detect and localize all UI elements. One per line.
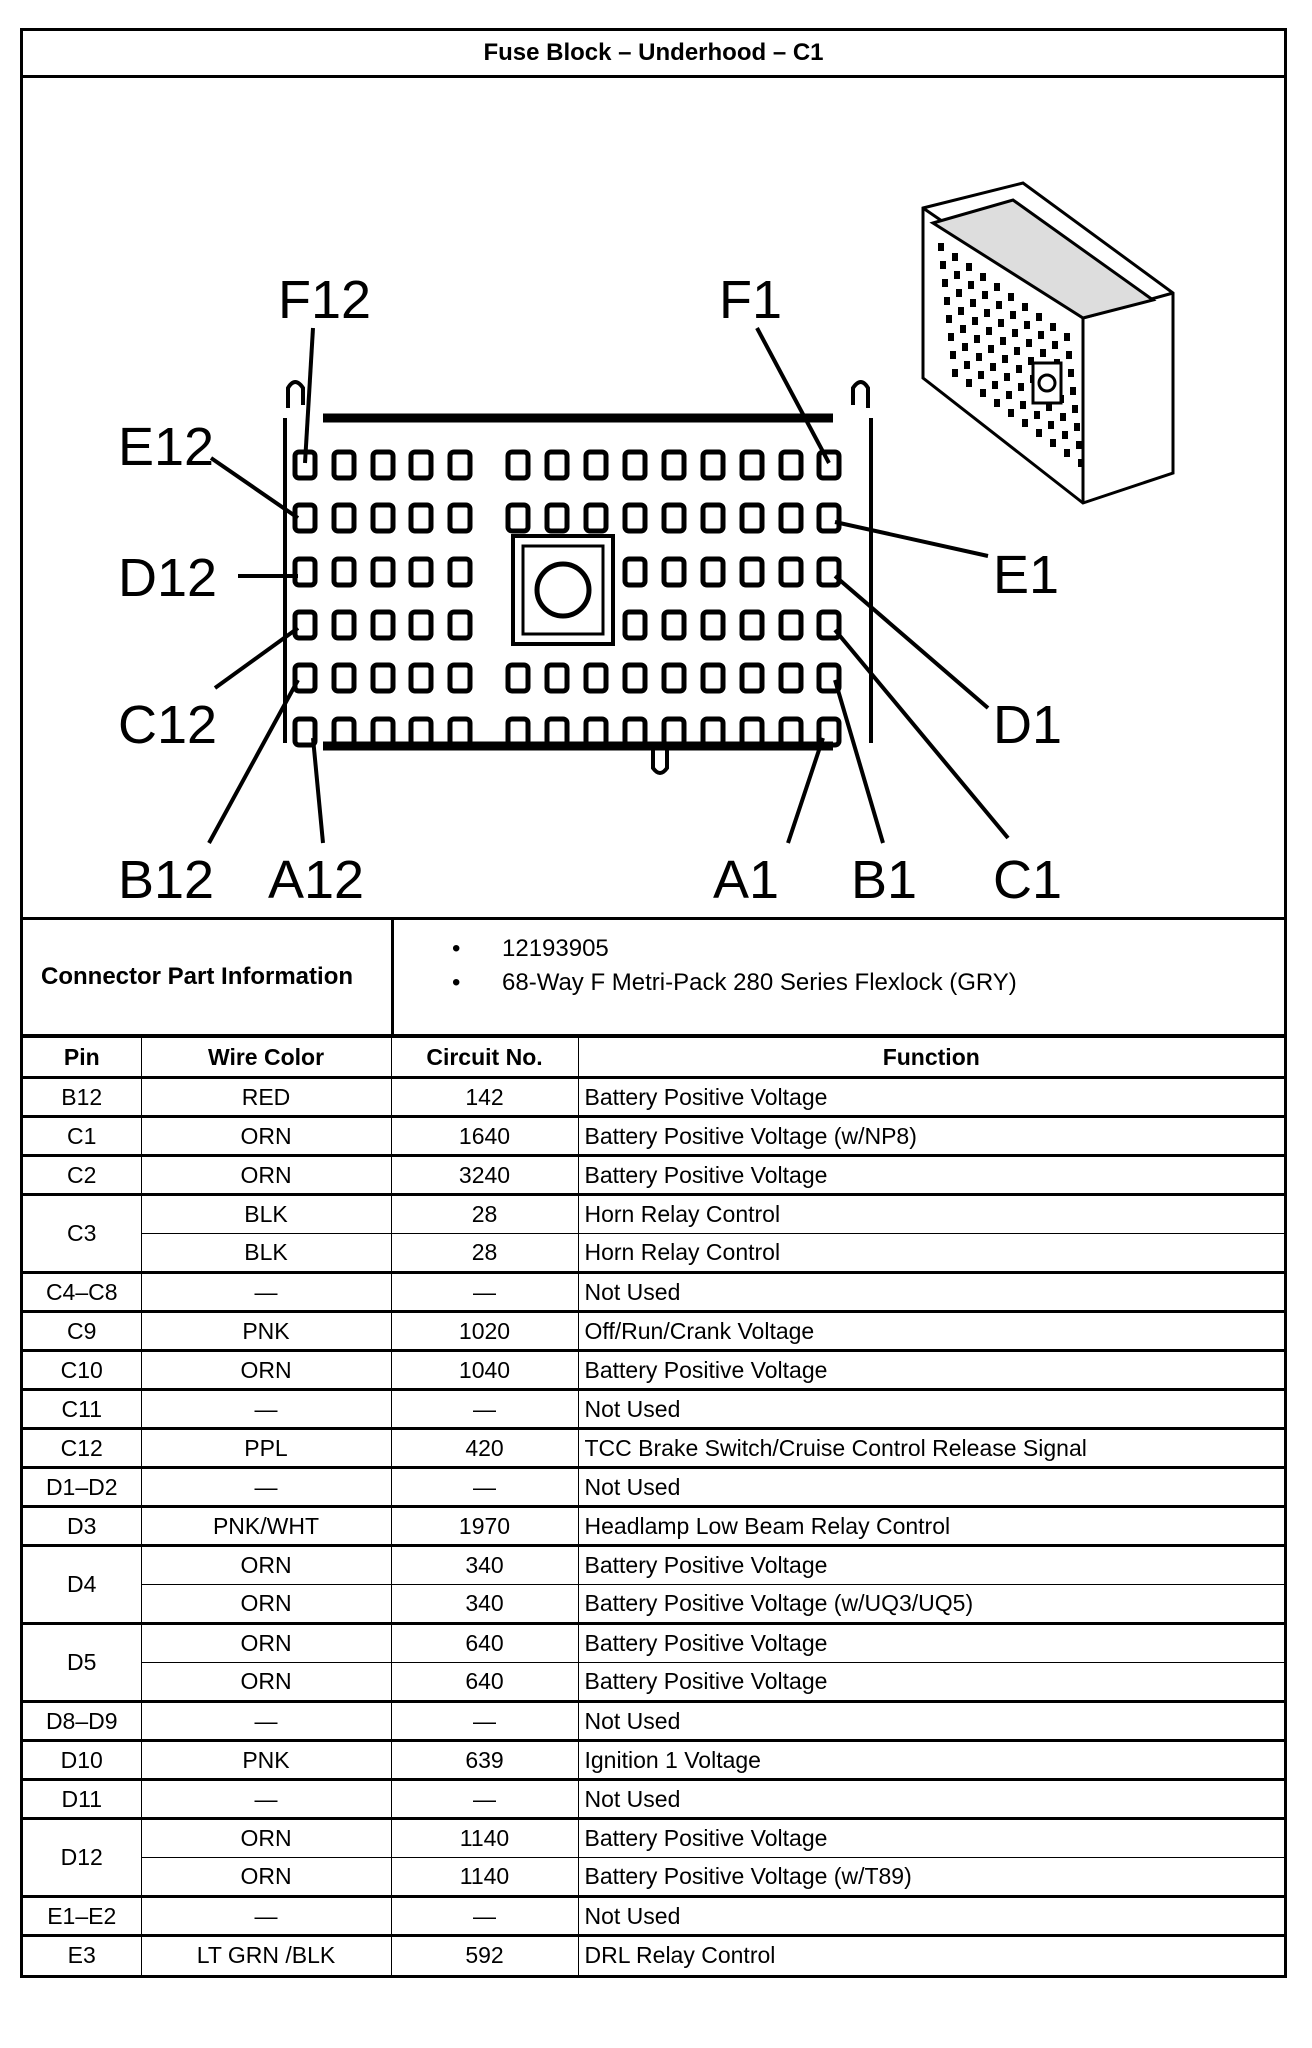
connector-info-text: 68-Way F Metri-Pack 280 Series Flexlock (GRY) <box>502 969 1017 996</box>
iso-hole <box>1074 423 1080 431</box>
function-cell: Battery Positive Voltage <box>578 1624 1284 1663</box>
iso-hole <box>994 399 1000 407</box>
fuse-block-document <box>20 28 1287 1978</box>
cavity <box>625 452 645 478</box>
iso-hole <box>986 327 992 335</box>
cavity <box>411 665 431 691</box>
iso-hole <box>972 317 978 325</box>
table-row <box>23 1507 1284 1546</box>
cavity <box>742 559 762 585</box>
circuit-cell: 1040 <box>391 1351 578 1390</box>
function-cell: DRL Relay Control <box>578 1936 1284 1975</box>
table-row <box>23 1585 1284 1624</box>
iso-hole <box>978 371 984 379</box>
cavity <box>450 452 470 478</box>
table-row <box>23 1117 1284 1156</box>
wire-color-cell: ORN <box>141 1624 391 1663</box>
iso-hole <box>1014 347 1020 355</box>
pin-cell: E3 <box>23 1936 141 1975</box>
cavity <box>586 452 606 478</box>
wire-color-cell: ORN <box>141 1585 391 1624</box>
cavity <box>547 452 567 478</box>
iso-hole <box>1038 331 1044 339</box>
cavity <box>625 505 645 531</box>
iso-hole <box>976 353 982 361</box>
cavity <box>625 559 645 585</box>
cavity <box>703 505 723 531</box>
label-a1: A1 <box>713 850 780 910</box>
cavity <box>625 719 645 745</box>
label-d12: D12 <box>118 548 218 608</box>
iso-hole <box>1020 401 1026 409</box>
cavity <box>411 452 431 478</box>
wire-color-cell: BLK <box>141 1195 391 1234</box>
circuit-cell: — <box>391 1273 578 1312</box>
pin-cell: D8–D9 <box>23 1702 141 1741</box>
cavity <box>664 665 684 691</box>
function-cell: Horn Relay Control <box>578 1234 1284 1273</box>
iso-hole <box>1004 373 1010 381</box>
iso-hole <box>954 271 960 279</box>
header-wire-color: Wire Color <box>141 1038 391 1078</box>
label-b12: B12 <box>118 850 215 910</box>
function-cell: Not Used <box>578 1897 1284 1936</box>
circuit-cell: 28 <box>391 1195 578 1234</box>
iso-hole <box>992 381 998 389</box>
iso-hole <box>1070 387 1076 395</box>
function-cell: Battery Positive Voltage <box>578 1663 1284 1702</box>
iso-hole <box>1036 313 1042 321</box>
wire-color-cell: — <box>141 1390 391 1429</box>
connector-part-info <box>23 920 1284 1037</box>
cavity <box>586 665 606 691</box>
circuit-cell: 592 <box>391 1936 578 1975</box>
label-f12: F12 <box>278 270 372 330</box>
iso-hole <box>1012 329 1018 337</box>
label-c12: C12 <box>118 695 218 755</box>
iso-hole <box>984 309 990 317</box>
iso-hole <box>1050 323 1056 331</box>
cavity <box>334 559 354 585</box>
iso-hole <box>958 307 964 315</box>
bullet-icon: • <box>452 969 461 996</box>
wire-color-cell: RED <box>141 1078 391 1117</box>
circuit-cell: 340 <box>391 1546 578 1585</box>
cavity <box>703 612 723 638</box>
wire-color-cell: ORN <box>141 1858 391 1897</box>
pin-cell: D5 <box>23 1624 141 1702</box>
function-cell: Battery Positive Voltage (w/UQ3/UQ5) <box>578 1585 1284 1624</box>
label-b1: B1 <box>851 850 918 910</box>
pin-cell: C1 <box>23 1117 141 1156</box>
iso-hole <box>1022 419 1028 427</box>
table-row <box>23 1390 1284 1429</box>
function-cell: Off/Run/Crank Voltage <box>578 1312 1284 1351</box>
circuit-cell: 1140 <box>391 1819 578 1858</box>
circuit-cell: 340 <box>391 1585 578 1624</box>
table-row <box>23 1780 1284 1819</box>
circuit-cell: 1140 <box>391 1858 578 1897</box>
iso-hole <box>948 333 954 341</box>
cavity <box>508 452 528 478</box>
cavity <box>450 612 470 638</box>
iso-hole <box>966 379 972 387</box>
circuit-cell: 640 <box>391 1624 578 1663</box>
iso-hole <box>974 335 980 343</box>
iso-hole <box>946 315 952 323</box>
iso-hole <box>950 351 956 359</box>
iso-hole <box>1010 311 1016 319</box>
pin-cell: D10 <box>23 1741 141 1780</box>
function-cell: Horn Relay Control <box>578 1195 1284 1234</box>
cavity <box>373 505 393 531</box>
function-cell: Battery Positive Voltage (w/T89) <box>578 1858 1284 1897</box>
table-row <box>23 1546 1284 1585</box>
function-cell: Battery Positive Voltage <box>578 1078 1284 1117</box>
table-row <box>23 1702 1284 1741</box>
function-cell: Battery Positive Voltage <box>578 1546 1284 1585</box>
label-c1: C1 <box>993 850 1063 910</box>
header-pin: Pin <box>23 1038 141 1078</box>
iso-hole <box>964 361 970 369</box>
cavity <box>373 559 393 585</box>
cavity <box>664 452 684 478</box>
pin-cell: C3 <box>23 1195 141 1273</box>
pin-cell: C11 <box>23 1390 141 1429</box>
wire-color-cell: ORN <box>141 1117 391 1156</box>
connector-face-drawing <box>23 78 1284 917</box>
iso-hole <box>952 253 958 261</box>
cavity <box>373 665 393 691</box>
iso-hole <box>944 297 950 305</box>
cavity <box>411 719 431 745</box>
iso-hole <box>1072 405 1078 413</box>
cavity <box>586 505 606 531</box>
cavity <box>742 612 762 638</box>
cavity <box>819 505 839 531</box>
pin-cell: C4–C8 <box>23 1273 141 1312</box>
cavity <box>819 559 839 585</box>
table-row <box>23 1663 1284 1702</box>
wire-color-cell: ORN <box>141 1351 391 1390</box>
cavity <box>450 505 470 531</box>
cavity <box>703 452 723 478</box>
bullet-icon: • <box>452 935 461 962</box>
iso-hole <box>988 345 994 353</box>
function-cell: Battery Positive Voltage <box>578 1819 1284 1858</box>
wire-color-cell: ORN <box>141 1819 391 1858</box>
circuit-cell: 640 <box>391 1663 578 1702</box>
function-cell: Battery Positive Voltage <box>578 1351 1284 1390</box>
cavity <box>334 719 354 745</box>
cavity <box>334 665 354 691</box>
cavity <box>664 719 684 745</box>
iso-hole <box>998 319 1004 327</box>
iso-hole <box>994 283 1000 291</box>
iso-hole <box>1040 349 1046 357</box>
iso-hole <box>942 279 948 287</box>
header-circuit-no: Circuit No. <box>391 1038 578 1078</box>
iso-hole <box>956 289 962 297</box>
cavity <box>411 612 431 638</box>
table-row <box>23 1624 1284 1663</box>
function-cell: Not Used <box>578 1702 1284 1741</box>
iso-hole <box>980 273 986 281</box>
cavity <box>781 559 801 585</box>
cavity <box>781 665 801 691</box>
wire-color-cell: — <box>141 1780 391 1819</box>
pin-cell: D11 <box>23 1780 141 1819</box>
cavity <box>781 612 801 638</box>
iso-hole <box>1048 421 1054 429</box>
iso-hole <box>982 291 988 299</box>
cavity <box>334 612 354 638</box>
circuit-cell: — <box>391 1702 578 1741</box>
iso-hole <box>1062 431 1068 439</box>
pin-table <box>23 1037 1284 1975</box>
circuit-cell: 1020 <box>391 1312 578 1351</box>
cavity <box>334 452 354 478</box>
circuit-cell: 28 <box>391 1234 578 1273</box>
label-a12: A12 <box>268 850 365 910</box>
iso-hole <box>960 325 966 333</box>
cavity <box>411 559 431 585</box>
circuit-cell: 1970 <box>391 1507 578 1546</box>
iso-hole <box>1016 365 1022 373</box>
table-row <box>23 1195 1284 1234</box>
table-row <box>23 1429 1284 1468</box>
function-cell: Not Used <box>578 1390 1284 1429</box>
connector-cavities <box>295 452 839 745</box>
cavity <box>295 559 315 585</box>
pin-cell: E1–E2 <box>23 1897 141 1936</box>
wire-color-cell: ORN <box>141 1546 391 1585</box>
cavity <box>508 719 528 745</box>
iso-hole <box>1078 459 1084 467</box>
table-row <box>23 1936 1284 1975</box>
table-row <box>23 1273 1284 1312</box>
function-cell: Not Used <box>578 1780 1284 1819</box>
pin-cell: C9 <box>23 1312 141 1351</box>
cavity <box>295 612 315 638</box>
cavity <box>450 719 470 745</box>
connector-info-item <box>394 966 1284 1000</box>
cavity <box>450 665 470 691</box>
label-e1: E1 <box>993 545 1060 605</box>
wire-color-cell: — <box>141 1273 391 1312</box>
table-row <box>23 1312 1284 1351</box>
table-row <box>23 1468 1284 1507</box>
iso-hole <box>1052 341 1058 349</box>
iso-hole <box>996 301 1002 309</box>
iso-hole <box>1018 383 1024 391</box>
connector-part-info-list <box>394 920 1284 1034</box>
connector-3d-view <box>923 183 1173 503</box>
pin-cell: C12 <box>23 1429 141 1468</box>
iso-hole <box>966 263 972 271</box>
cavity <box>819 452 839 478</box>
table-row <box>23 1819 1284 1858</box>
iso-hole <box>1006 391 1012 399</box>
circuit-cell: — <box>391 1897 578 1936</box>
circuit-cell: — <box>391 1780 578 1819</box>
cavity <box>625 665 645 691</box>
cavity <box>703 665 723 691</box>
wire-color-cell: PPL <box>141 1429 391 1468</box>
iso-hole <box>1076 441 1082 449</box>
iso-hole <box>990 363 996 371</box>
iso-hole <box>1002 355 1008 363</box>
iso-hole <box>1034 411 1040 419</box>
label-f1: F1 <box>719 270 783 330</box>
function-cell: Battery Positive Voltage <box>578 1156 1284 1195</box>
cavity <box>703 719 723 745</box>
wire-color-cell: ORN <box>141 1663 391 1702</box>
wire-color-cell: LT GRN /BLK <box>141 1936 391 1975</box>
pin-table-header <box>23 1038 1284 1078</box>
table-row <box>23 1897 1284 1936</box>
cavity <box>586 719 606 745</box>
iso-hole <box>1022 303 1028 311</box>
function-cell: Ignition 1 Voltage <box>578 1741 1284 1780</box>
pin-table-body <box>23 1078 1284 1975</box>
table-row <box>23 1858 1284 1897</box>
wire-color-cell: BLK <box>141 1234 391 1273</box>
cavity <box>547 505 567 531</box>
cavity <box>703 559 723 585</box>
table-row <box>23 1351 1284 1390</box>
function-cell: Not Used <box>578 1273 1284 1312</box>
circuit-cell: 142 <box>391 1078 578 1117</box>
cavity <box>547 665 567 691</box>
iso-hole <box>970 299 976 307</box>
function-cell: Not Used <box>578 1468 1284 1507</box>
cavity <box>742 452 762 478</box>
cavity <box>742 665 762 691</box>
cavity <box>373 612 393 638</box>
label-e12: E12 <box>118 417 215 477</box>
cavity <box>664 505 684 531</box>
iso-hole <box>952 369 958 377</box>
circuit-cell: 1640 <box>391 1117 578 1156</box>
circuit-cell: — <box>391 1390 578 1429</box>
pin-cell: D4 <box>23 1546 141 1624</box>
function-cell: Headlamp Low Beam Relay Control <box>578 1507 1284 1546</box>
connector-info-text: 12193905 <box>502 935 609 962</box>
label-d1: D1 <box>993 695 1063 755</box>
cavity <box>373 719 393 745</box>
header-function: Function <box>578 1038 1284 1078</box>
wire-color-cell: PNK/WHT <box>141 1507 391 1546</box>
table-row <box>23 1156 1284 1195</box>
cavity <box>742 719 762 745</box>
circuit-cell: — <box>391 1468 578 1507</box>
wire-color-cell: PNK <box>141 1312 391 1351</box>
circuit-cell: 639 <box>391 1741 578 1780</box>
cavity <box>295 665 315 691</box>
leader-lines <box>209 328 1008 843</box>
pin-cell: C2 <box>23 1156 141 1195</box>
iso-hole <box>968 281 974 289</box>
pin-cell: D12 <box>23 1819 141 1897</box>
function-cell: Battery Positive Voltage (w/NP8) <box>578 1117 1284 1156</box>
cavity <box>373 452 393 478</box>
pin-cell: D3 <box>23 1507 141 1546</box>
iso-hole <box>938 243 944 251</box>
cavity <box>781 719 801 745</box>
cavity <box>781 505 801 531</box>
pin-cell: D1–D2 <box>23 1468 141 1507</box>
wire-color-cell: ORN <box>141 1156 391 1195</box>
iso-hole <box>962 343 968 351</box>
iso-hole <box>1060 413 1066 421</box>
pin-cell: B12 <box>23 1078 141 1117</box>
table-row <box>23 1234 1284 1273</box>
cavity <box>664 559 684 585</box>
cavity <box>781 452 801 478</box>
cavity <box>547 719 567 745</box>
iso-hole <box>1064 333 1070 341</box>
wire-color-cell: — <box>141 1702 391 1741</box>
cavity <box>411 505 431 531</box>
pin-cell: C10 <box>23 1351 141 1390</box>
iso-hole <box>1036 429 1042 437</box>
connector-part-info-label: Connector Part Information <box>23 920 394 1034</box>
table-row <box>23 1078 1284 1117</box>
cavity <box>334 505 354 531</box>
connector-info-item <box>394 932 1284 966</box>
cavity <box>664 612 684 638</box>
iso-hole <box>1024 321 1030 329</box>
iso-hole <box>1064 449 1070 457</box>
cavity <box>625 612 645 638</box>
iso-hole <box>1050 439 1056 447</box>
cavity <box>450 559 470 585</box>
circuit-cell: 420 <box>391 1429 578 1468</box>
cavity <box>742 505 762 531</box>
iso-hole <box>1066 351 1072 359</box>
iso-hole <box>1000 337 1006 345</box>
connector-diagram <box>23 78 1284 920</box>
table-row <box>23 1741 1284 1780</box>
cavity <box>508 505 528 531</box>
cavity <box>508 665 528 691</box>
document-title: Fuse Block – Underhood – C1 <box>23 31 1284 78</box>
wire-color-cell: — <box>141 1468 391 1507</box>
iso-hole <box>1008 409 1014 417</box>
iso-hole <box>1008 293 1014 301</box>
iso-hole <box>940 261 946 269</box>
wire-color-cell: PNK <box>141 1741 391 1780</box>
function-cell: TCC Brake Switch/Cruise Control Release Signal <box>578 1429 1284 1468</box>
circuit-cell: 3240 <box>391 1156 578 1195</box>
iso-hole <box>980 389 986 397</box>
iso-hole <box>1068 369 1074 377</box>
wire-color-cell: — <box>141 1897 391 1936</box>
iso-hole <box>1026 339 1032 347</box>
